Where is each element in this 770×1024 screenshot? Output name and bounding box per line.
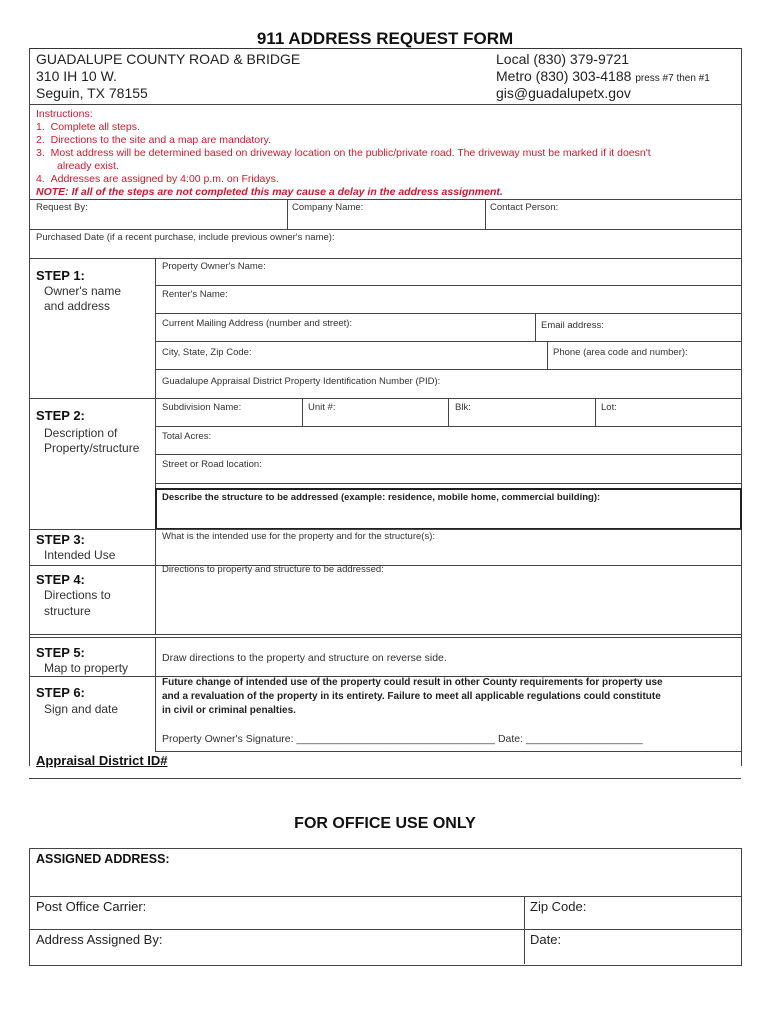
- step6-bottom-rule: [155, 751, 741, 752]
- email-address-field[interactable]: Email address:: [541, 320, 604, 331]
- blk-field[interactable]: Blk:: [455, 402, 471, 413]
- metro-phone: [496, 68, 710, 84]
- form-title: 911 ADDRESS REQUEST FORM: [256, 29, 514, 48]
- step2-unit-divider: [302, 398, 303, 426]
- instruction-2: 2. Directions to the site and a map are mandatory.: [36, 134, 272, 146]
- step1-rule-2: [155, 313, 741, 314]
- mailing-address-field[interactable]: Current Mailing Address (number and street):: [162, 318, 353, 329]
- title-rule: [29, 48, 741, 49]
- unit-field[interactable]: Unit #:: [308, 402, 336, 413]
- subdivision-field[interactable]: Subdivision Name:: [162, 402, 242, 413]
- step5-top-rule: [29, 634, 741, 635]
- step1-col-divider: [155, 258, 156, 398]
- request-divider-1: [287, 199, 288, 229]
- step5-col-divider: [155, 637, 156, 676]
- street-location-field[interactable]: Street or Road location:: [162, 459, 262, 470]
- step2-blk-divider: [448, 398, 449, 426]
- address-assigned-by-field[interactable]: Address Assigned By:: [36, 932, 163, 947]
- instruction-4: 4. Addresses are assigned by 4:00 p.m. on Fridays.: [36, 173, 279, 185]
- step1-rule-4: [155, 369, 741, 370]
- company-name-field[interactable]: Company Name:: [292, 202, 364, 213]
- instruction-3-cont: already exist.: [57, 160, 119, 172]
- warning-line-2: and a revaluation of the property in its entirety. Failure to meet all applicable regulations could constitute: [162, 691, 661, 702]
- step3-top-rule: [29, 529, 741, 530]
- org-street: 310 IH 10 W.: [36, 68, 117, 84]
- describe-structure-label: Describe the structure to be addressed (example: residence, mobile home, commercial building):: [162, 492, 601, 503]
- local-phone: Local (830) 379-9721: [496, 51, 630, 67]
- step6-sub1: Sign and date: [44, 702, 119, 716]
- form-border-left: [29, 48, 30, 766]
- step2-rule-1: [155, 426, 741, 427]
- assigned-address-field[interactable]: ASSIGNED ADDRESS:: [36, 852, 170, 866]
- metro-phone-number: Metro (830) 303-4188: [496, 68, 632, 84]
- office-col-divider: [524, 896, 525, 964]
- step2-sub2: Property/structure: [44, 441, 140, 455]
- pid-field[interactable]: Guadalupe Appraisal District Property Identification Number (PID):: [162, 376, 441, 387]
- metro-phone-note: press #7 then #1: [635, 73, 710, 84]
- instruction-1: 1. Complete all steps.: [36, 121, 140, 133]
- office-rule-1: [29, 896, 741, 897]
- purchased-top-rule: [29, 229, 741, 230]
- org-city: Seguin, TX 78155: [36, 85, 148, 101]
- intended-use-field[interactable]: What is the intended use for the property and for the structure(s):: [162, 531, 435, 542]
- step1-phone-divider: [547, 341, 548, 369]
- step1-rule-3: [155, 341, 741, 342]
- step4-sub2: structure: [44, 604, 91, 618]
- phone-field[interactable]: Phone (area code and number):: [553, 347, 688, 358]
- directions-field[interactable]: Directions to property and structure to be addressed:: [162, 564, 384, 575]
- appraisal-bottom-rule: [29, 778, 741, 779]
- step2-rule-3: [155, 483, 741, 484]
- step2-top-rule: [29, 398, 741, 399]
- office-rule-2: [29, 929, 741, 930]
- step1-email-divider: [535, 313, 536, 341]
- step4-col-divider: [155, 565, 156, 634]
- step4-top-rule: [29, 565, 741, 566]
- step6-col-divider: [155, 676, 156, 752]
- appraisal-district-id[interactable]: Appraisal District ID#: [36, 753, 168, 768]
- purchased-date-field[interactable]: Purchased Date (if a recent purchase, include previous owner's name):: [36, 232, 335, 243]
- request-divider-2: [485, 199, 486, 229]
- office-use-title: FOR OFFICE USE ONLY: [294, 815, 476, 832]
- org-name: GUADALUPE COUNTY ROAD & BRIDGE: [36, 51, 301, 67]
- request-top-rule: [29, 199, 741, 200]
- request-by-field[interactable]: Request By:: [36, 202, 88, 213]
- zip-code-field[interactable]: Zip Code:: [530, 899, 587, 914]
- instructions-top-rule: [29, 104, 741, 105]
- step5-heading: STEP 5:: [36, 645, 85, 660]
- contact-email: gis@guadalupetx.gov: [496, 85, 631, 101]
- instructions-heading: Instructions:: [36, 108, 93, 120]
- step3-col-divider: [155, 529, 156, 565]
- step1-sub1: Owner's name: [44, 284, 121, 298]
- step4-sub1: Directions to: [44, 588, 111, 602]
- instruction-3: 3. Most address will be determined based on driveway location on the public/private road. The driveway must be marked if it doesn't: [36, 147, 651, 159]
- step2-sub1: Description of: [44, 426, 118, 440]
- instruction-note: NOTE: If all of the steps are not completed this may cause a delay in the address assignment.: [36, 186, 503, 198]
- step2-rule-2: [155, 454, 741, 455]
- city-state-zip-field[interactable]: City, State, Zip Code:: [162, 347, 252, 358]
- total-acres-field[interactable]: Total Acres:: [162, 431, 212, 442]
- owner-name-field[interactable]: Property Owner's Name:: [162, 261, 266, 272]
- step1-sub2: and address: [44, 299, 111, 313]
- post-office-carrier-field[interactable]: Post Office Carrier:: [36, 899, 147, 914]
- step1-rule-1: [155, 285, 741, 286]
- step2-lot-divider: [595, 398, 596, 426]
- step2-heading: STEP 2:: [36, 408, 85, 423]
- form-border-right: [741, 48, 742, 766]
- step1-top-rule: [29, 258, 741, 259]
- lot-field[interactable]: Lot:: [601, 402, 617, 413]
- renter-name-field[interactable]: Renter's Name:: [162, 289, 228, 300]
- step6-heading: STEP 6:: [36, 685, 85, 700]
- step1-heading: STEP 1:: [36, 268, 85, 283]
- office-date-field[interactable]: Date:: [530, 932, 562, 947]
- step5-sub1: Map to property: [44, 661, 129, 675]
- map-instruction: Draw directions to the property and structure on reverse side.: [162, 652, 447, 664]
- signature-line[interactable]: Property Owner's Signature: __________________________________ Date: ____________________: [162, 733, 643, 745]
- step5-top-rule-2: [29, 637, 741, 638]
- contact-person-field[interactable]: Contact Person:: [490, 202, 559, 213]
- step4-heading: STEP 4:: [36, 572, 85, 587]
- step3-sub1: Intended Use: [44, 548, 116, 562]
- step3-heading: STEP 3:: [36, 532, 85, 547]
- warning-line-3: in civil or criminal penalties.: [162, 705, 296, 716]
- warning-line-1: Future change of intended use of the property could result in other County requirements for property use: [162, 677, 663, 688]
